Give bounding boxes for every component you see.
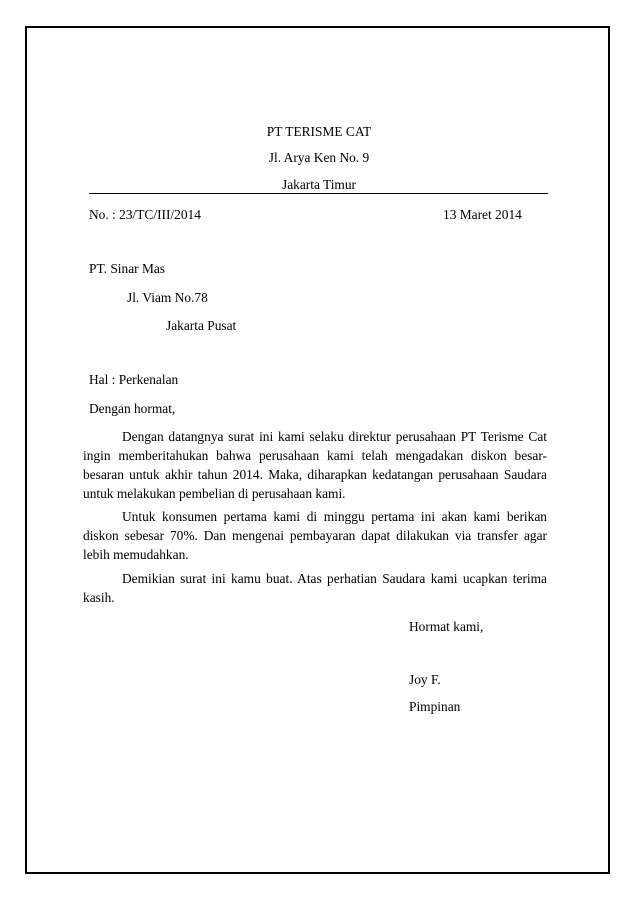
letterhead-divider — [89, 193, 548, 194]
body-paragraph-1: Dengan datangnya surat ini kami selaku direktur perusahaan PT Terisme Cat ingin memberitahukan bahwa perusahaan kami telah mengadakan diskon besar-besaran untuk akhir tahun 2014. Maka, diharapkan kedatangan perusahaan Saudara untuk melakukan pembelian di perusahaan kami. — [83, 429, 547, 501]
closing-greeting: Hormat kami, — [409, 619, 484, 634]
letterhead-street: Jl. Arya Ken No. 9 — [268, 150, 370, 165]
recipient-name: PT. Sinar Mas — [89, 261, 166, 276]
signer-name: Joy F. — [409, 672, 441, 687]
body-paragraph-3: Demikian surat ini kamu buat. Atas perhatian Saudara kami ucapkan terima kasih. — [83, 571, 547, 605]
body-paragraph-2: Untuk konsumen pertama kami di minggu pertama ini akan kami berikan diskon sebesar 70%. Dan mengenai pembayaran dapat dilakukan via transfer agar lebih memudahkan. — [83, 509, 547, 562]
recipient-city: Jakarta Pusat — [166, 318, 237, 333]
letter-number: No. : 23/TC/III/2014 — [89, 207, 201, 222]
letter-subject: Hal : Perkenalan — [89, 372, 179, 387]
signer-title: Pimpinan — [409, 699, 461, 714]
recipient-street: Jl. Viam No.78 — [127, 290, 208, 305]
letterhead-city: Jakarta Timur — [281, 177, 357, 192]
letter-date: 13 Maret 2014 — [443, 207, 522, 222]
letterhead-company: PT TERISME CAT — [266, 124, 372, 139]
salutation: Dengan hormat, — [89, 401, 176, 416]
